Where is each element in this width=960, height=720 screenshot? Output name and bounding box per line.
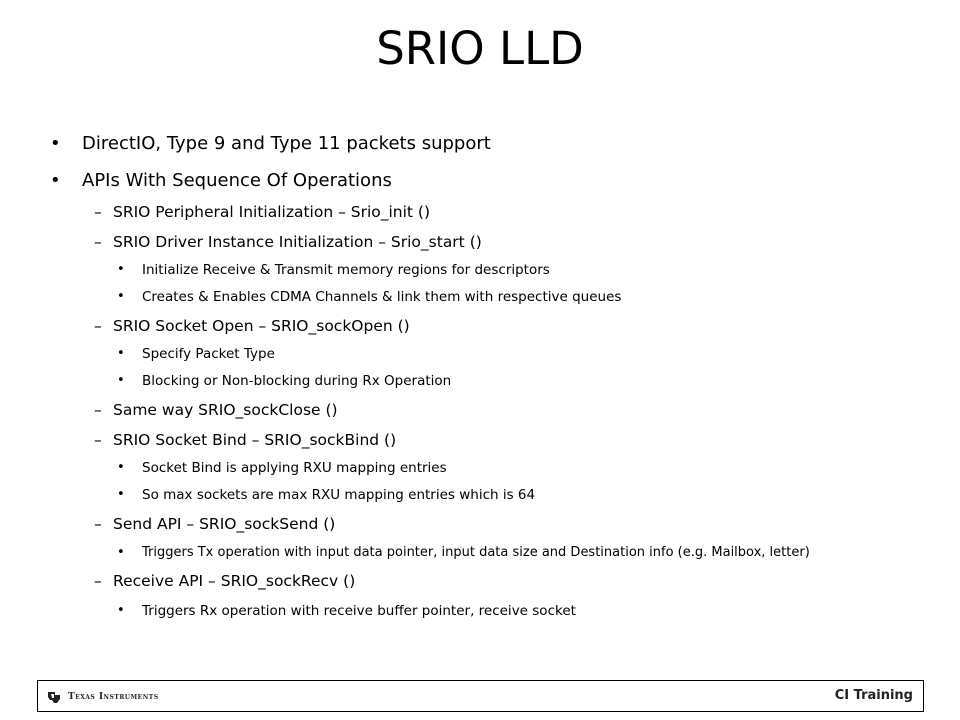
bullet-marker: • xyxy=(117,289,125,304)
dash-marker: – xyxy=(94,431,102,449)
bullet-text: SRIO Peripheral Initialization – Srio_init () xyxy=(113,203,431,221)
bullet-text: So max sockets are max RXU mapping entries which is 64 xyxy=(142,487,536,503)
bullet-text: SRIO Socket Open – SRIO_sockOpen () xyxy=(113,317,410,335)
bullet-marker: • xyxy=(117,487,125,502)
bullet-text: APIs With Sequence Of Operations xyxy=(82,170,392,191)
bullet-text: Initialize Receive & Transmit memory regions for descriptors xyxy=(142,262,550,278)
bullet-marker: • xyxy=(50,170,61,191)
bullet-marker: • xyxy=(117,603,125,618)
dash-marker: – xyxy=(94,233,102,251)
dash-marker: – xyxy=(94,572,102,590)
bullet-text: Same way SRIO_sockClose () xyxy=(113,401,338,419)
bullet-text: Triggers Tx operation with input data pointer, input data size and Destination info (e.g. Mailbox, letter) xyxy=(142,545,810,560)
bullet-text: Specify Packet Type xyxy=(142,346,275,362)
bullet-text: Creates & Enables CDMA Channels & link them with respective queues xyxy=(142,289,622,305)
slide-title: SRIO LLD xyxy=(376,22,584,75)
dash-marker: – xyxy=(94,401,102,419)
ti-logo-text: Texas Instruments xyxy=(68,692,159,702)
bullet-marker: • xyxy=(117,262,125,277)
bullet-text: Blocking or Non-blocking during Rx Operation xyxy=(142,373,452,389)
dash-marker: – xyxy=(94,317,102,335)
dash-marker: – xyxy=(94,203,102,221)
bullet-text: DirectIO, Type 9 and Type 11 packets support xyxy=(82,133,491,154)
slide-footer xyxy=(37,680,924,712)
bullet-marker: • xyxy=(117,346,125,361)
ti-state-logo-icon xyxy=(46,689,62,705)
bullet-text: SRIO Socket Bind – SRIO_sockBind () xyxy=(113,431,397,449)
bullet-marker: • xyxy=(117,373,125,388)
ci-training-label: CI Training xyxy=(834,688,913,703)
bullet-marker: • xyxy=(117,460,125,475)
bullet-text: Socket Bind is applying RXU mapping entries xyxy=(142,460,447,476)
bullet-text: Send API – SRIO_sockSend () xyxy=(113,515,336,533)
bullet-text: Receive API – SRIO_sockRecv () xyxy=(113,572,356,590)
bullet-text: Triggers Rx operation with receive buffer pointer, receive socket xyxy=(142,603,576,619)
bullet-text: SRIO Driver Instance Initialization – Srio_start () xyxy=(113,233,482,251)
bullet-marker: • xyxy=(50,133,61,154)
bullet-marker: • xyxy=(117,545,125,560)
dash-marker: – xyxy=(94,515,102,533)
texas-instruments-logo xyxy=(46,688,159,706)
